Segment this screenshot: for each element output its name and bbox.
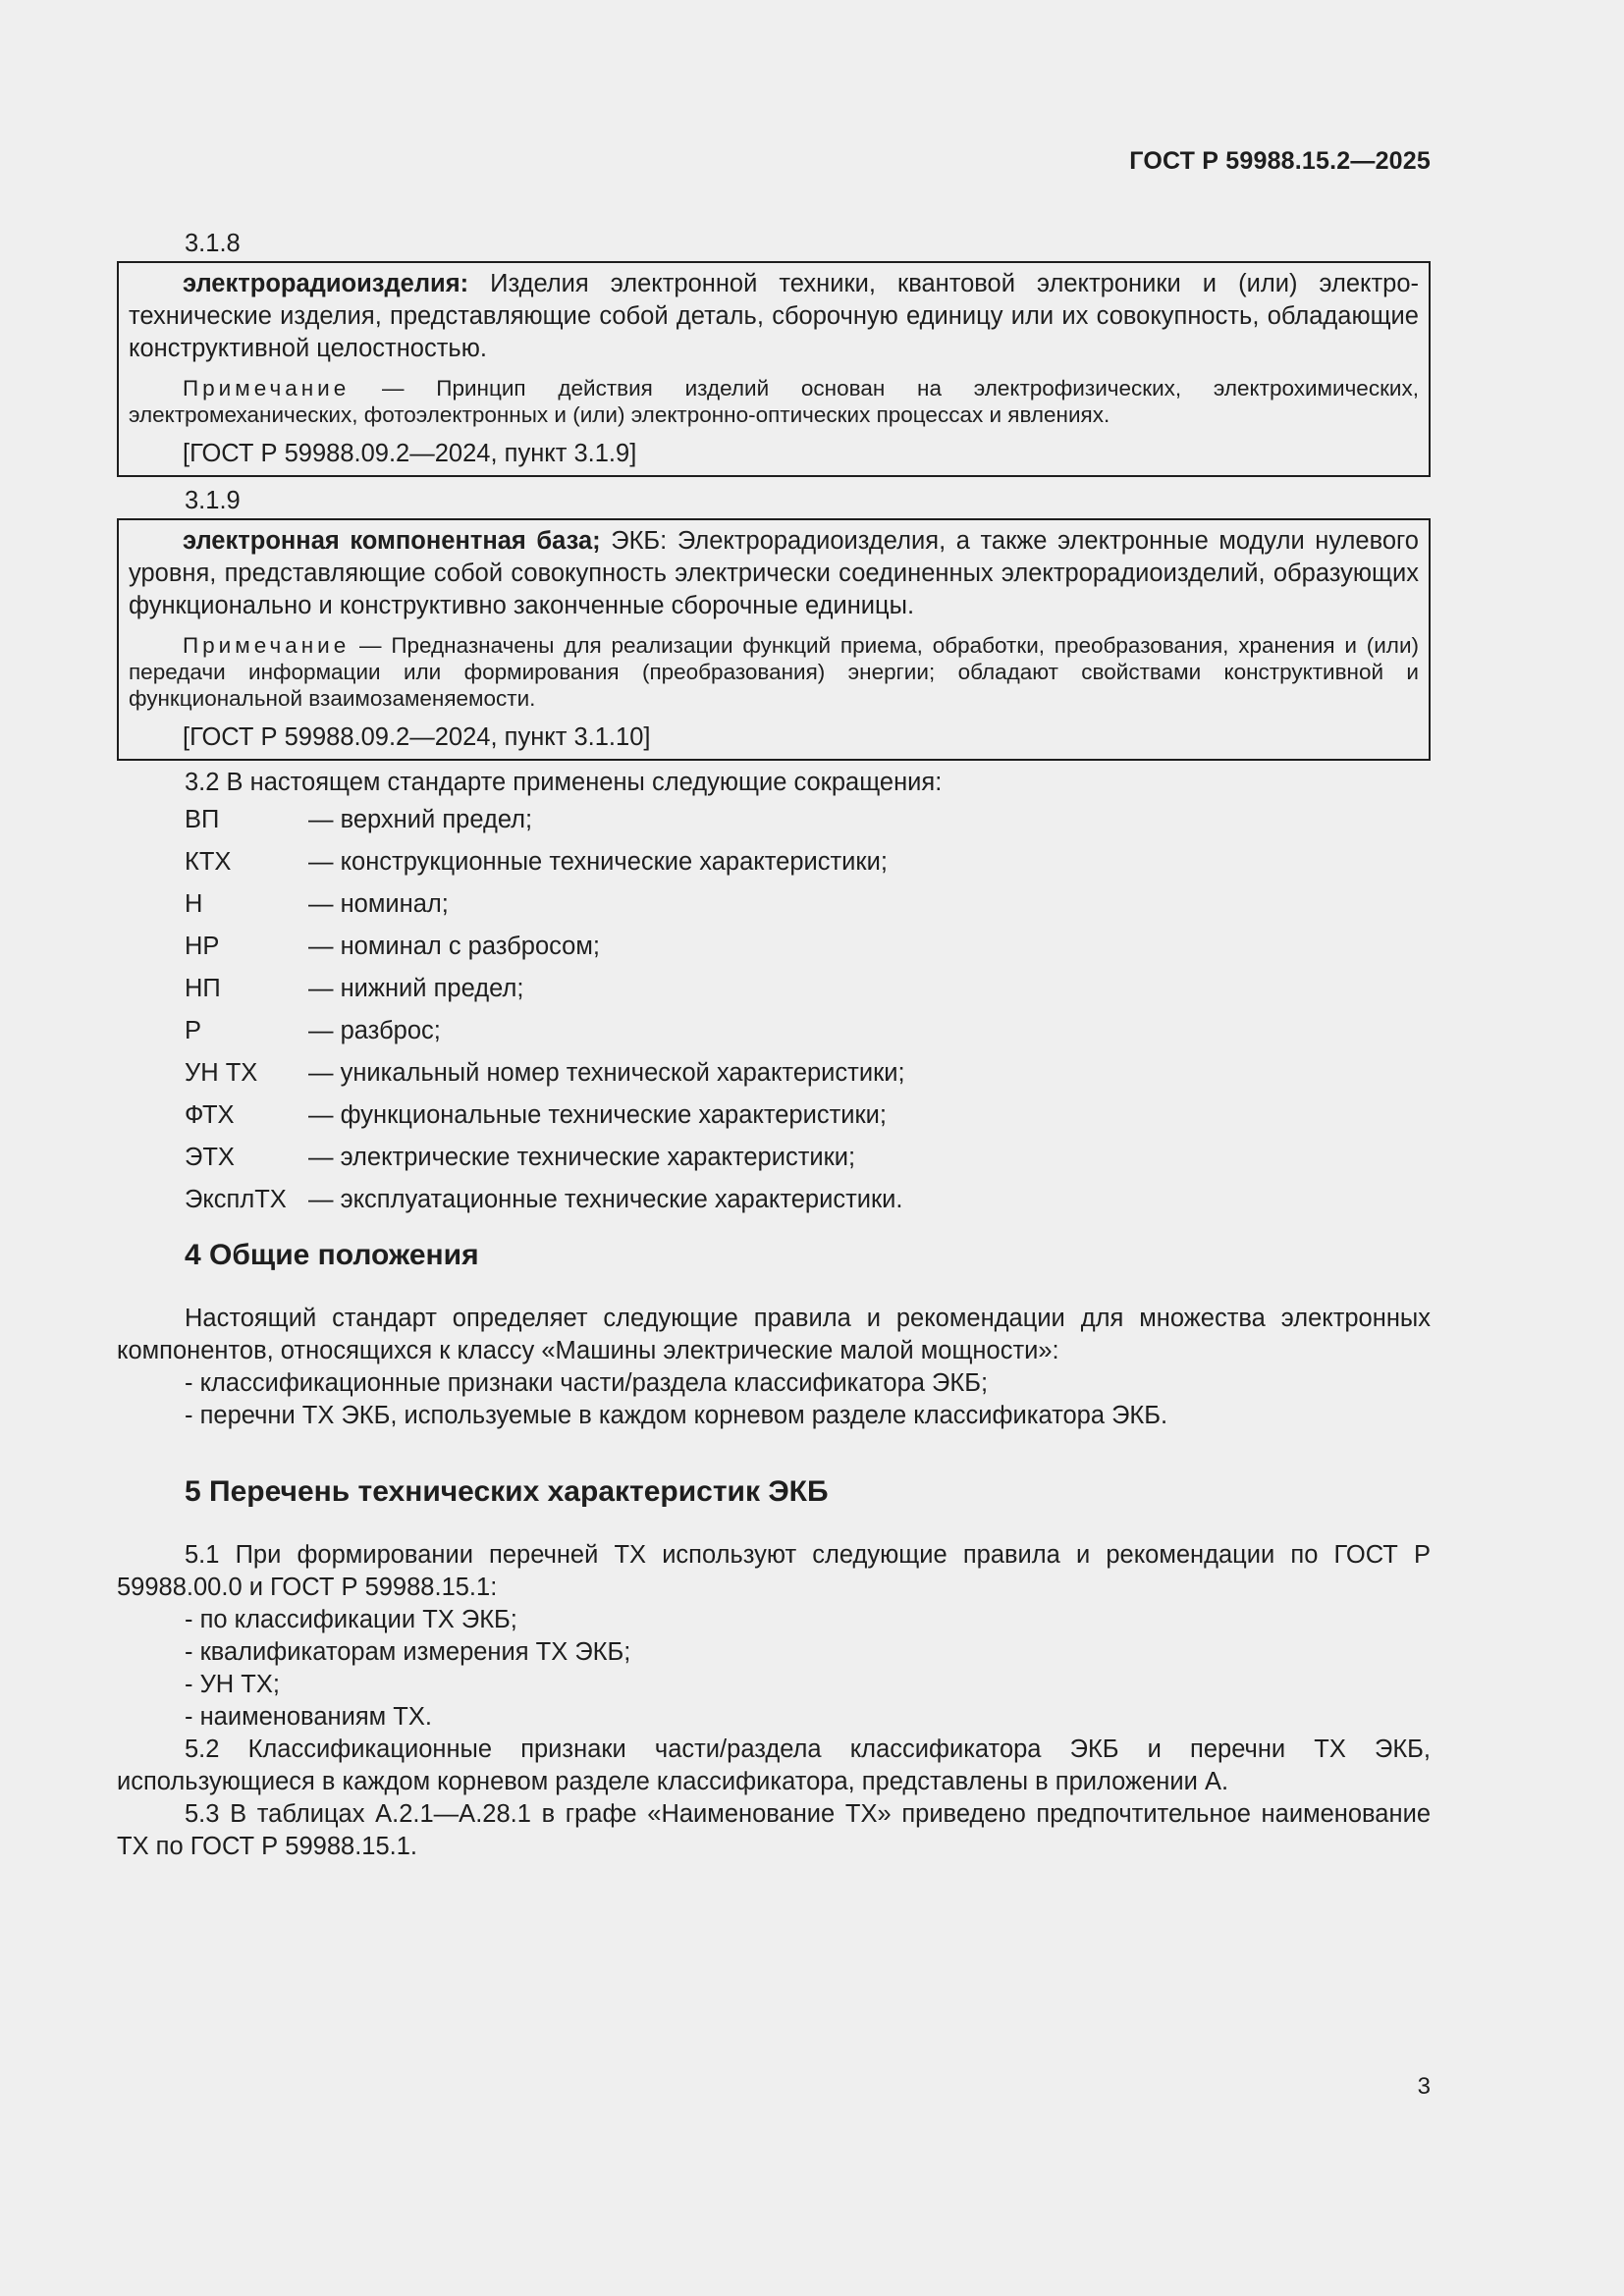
abbreviation-desc: — конструкционные технические характеристики; bbox=[308, 848, 888, 876]
paragraph-5-3: 5.3 В таблицах А.2.1—А.28.1 в графе «Наименование ТХ» приведено предпочтительное наименование ТХ по ГОСТ Р 59988.15.1. bbox=[117, 1800, 1431, 1860]
list-item: - УН ТХ; bbox=[185, 1671, 280, 1698]
section-5-list bbox=[117, 1604, 1431, 1734]
abbreviation-item bbox=[117, 1179, 1431, 1221]
abbreviation-desc: — верхний предел; bbox=[308, 806, 533, 833]
term-box-3-1-8 bbox=[117, 261, 1431, 477]
abbreviation-term: ЭТХ bbox=[185, 1144, 235, 1171]
list-item: - перечни ТХ ЭКБ, используемые в каждом корневом разделе классификатора ЭКБ. bbox=[185, 1402, 1168, 1429]
abbreviation-term: ВП bbox=[185, 806, 220, 833]
page-number: 3 bbox=[1417, 2073, 1431, 2100]
abbreviations-list bbox=[117, 799, 1431, 1221]
paragraph-5-2: 5.2 Классификационные признаки части/раздела классификатора ЭКБ и перечни ТХ ЭКБ, использующиеся в каждом корневом разделе классификатора, представлены в приложении А. bbox=[117, 1735, 1431, 1795]
term-name: электронная компонентная база; bbox=[183, 527, 601, 555]
section-5-heading: 5 Перечень технических характеристик ЭКБ bbox=[185, 1475, 829, 1508]
abbreviation-item bbox=[117, 1137, 1431, 1179]
abbreviation-item bbox=[117, 799, 1431, 841]
abbreviation-item bbox=[117, 1010, 1431, 1052]
definition-text: ЭКБ: Электрорадиоизделия, а также электронные модули нулевого уровня, представляющие собой совокупность электрически соединенных электрорадиоизделий, образующих функционально и конструктивно законченные сборочные единицы. bbox=[129, 527, 1419, 619]
list-item: - по классификации ТХ ЭКБ; bbox=[185, 1606, 517, 1633]
term-source: [ГОСТ Р 59988.09.2—2024, пункт 3.1.9] bbox=[183, 440, 637, 467]
abbreviation-term: УН ТХ bbox=[185, 1059, 258, 1087]
term-source: [ГОСТ Р 59988.09.2—2024, пункт 3.1.10] bbox=[183, 723, 651, 751]
abbreviation-item bbox=[117, 841, 1431, 883]
note-text: — Предназначены для реализации функций приема, обработки, преобразования, хранения и (или) передачи информации или формирования (преобразования) энергии; обладают свойствами конструктивной и функциональной взаимозаменяемости. bbox=[129, 633, 1419, 711]
abbreviation-desc: — уникальный номер технической характеристики; bbox=[308, 1059, 905, 1087]
abbreviation-term: Н bbox=[185, 890, 203, 918]
term-name: электрорадиоизделия: bbox=[183, 270, 469, 297]
abbreviation-term: КТХ bbox=[185, 848, 232, 876]
abbreviation-desc: — электрические технические характеристики; bbox=[308, 1144, 856, 1171]
term-definition bbox=[129, 268, 1419, 365]
term-note bbox=[129, 632, 1419, 712]
abbreviation-desc: — функциональные технические характеристики; bbox=[308, 1101, 887, 1129]
abbreviation-item bbox=[117, 1052, 1431, 1095]
abbreviation-desc: — эксплуатационные технические характеристики. bbox=[308, 1186, 903, 1213]
abbreviations-intro: 3.2 В настоящем стандарте применены следующие сокращения: bbox=[185, 769, 943, 796]
list-item: - классификационные признаки части/раздела классификатора ЭКБ; bbox=[185, 1369, 989, 1397]
abbreviation-term: ЭксплТХ bbox=[185, 1186, 287, 1213]
abbreviation-item bbox=[117, 968, 1431, 1010]
list-item: - наименованиям ТХ. bbox=[185, 1703, 432, 1731]
term-number: 3.1.8 bbox=[185, 230, 241, 257]
term-number: 3.1.9 bbox=[185, 487, 241, 514]
abbreviation-item bbox=[117, 926, 1431, 968]
abbreviation-term: НР bbox=[185, 933, 220, 960]
page-content bbox=[117, 226, 1431, 1863]
section-4-list bbox=[117, 1367, 1431, 1432]
abbreviation-item bbox=[117, 883, 1431, 926]
definition-text: Изделия электронной техники, квантовой электроники и (или) электро-технические изделия, представляющие собой деталь, сборочную единицу или их совокупность, обладающие конструктивной целостностью. bbox=[129, 270, 1419, 362]
term-box-3-1-9 bbox=[117, 518, 1431, 761]
paragraph-5-1: 5.1 При формировании перечней ТХ используют следующие правила и рекомендации по ГОСТ Р 59988.00.0 и ГОСТ Р 59988.15.1: bbox=[117, 1541, 1431, 1601]
abbreviation-desc: — нижний предел; bbox=[308, 975, 524, 1002]
note-label: Примечание bbox=[183, 376, 351, 400]
abbreviation-desc: — номинал; bbox=[308, 890, 449, 918]
section-4-heading: 4 Общие положения bbox=[185, 1239, 479, 1271]
list-item: - квалификаторам измерения ТХ ЭКБ; bbox=[185, 1638, 631, 1666]
abbreviation-term: Р bbox=[185, 1017, 202, 1044]
abbreviation-item bbox=[117, 1095, 1431, 1137]
note-text: — Принцип действия изделий основан на электрофизических, электрохимических, электромеханических, фотоэлектронных и (или) электронно-оптических процессах и явлениях. bbox=[129, 376, 1419, 427]
abbreviation-desc: — номинал с разбросом; bbox=[308, 933, 600, 960]
term-note bbox=[129, 375, 1419, 428]
abbreviation-desc: — разброс; bbox=[308, 1017, 441, 1044]
standard-code-header: ГОСТ Р 59988.15.2—2025 bbox=[1129, 147, 1431, 175]
abbreviation-term: ФТХ bbox=[185, 1101, 235, 1129]
term-definition bbox=[129, 525, 1419, 622]
abbreviation-term: НП bbox=[185, 975, 221, 1002]
note-label: Примечание bbox=[183, 633, 351, 658]
section-4-paragraph: Настоящий стандарт определяет следующие правила и рекомендации для множества электронных компонентов, относящихся к классу «Машины электрические малой мощности»: bbox=[117, 1305, 1431, 1364]
